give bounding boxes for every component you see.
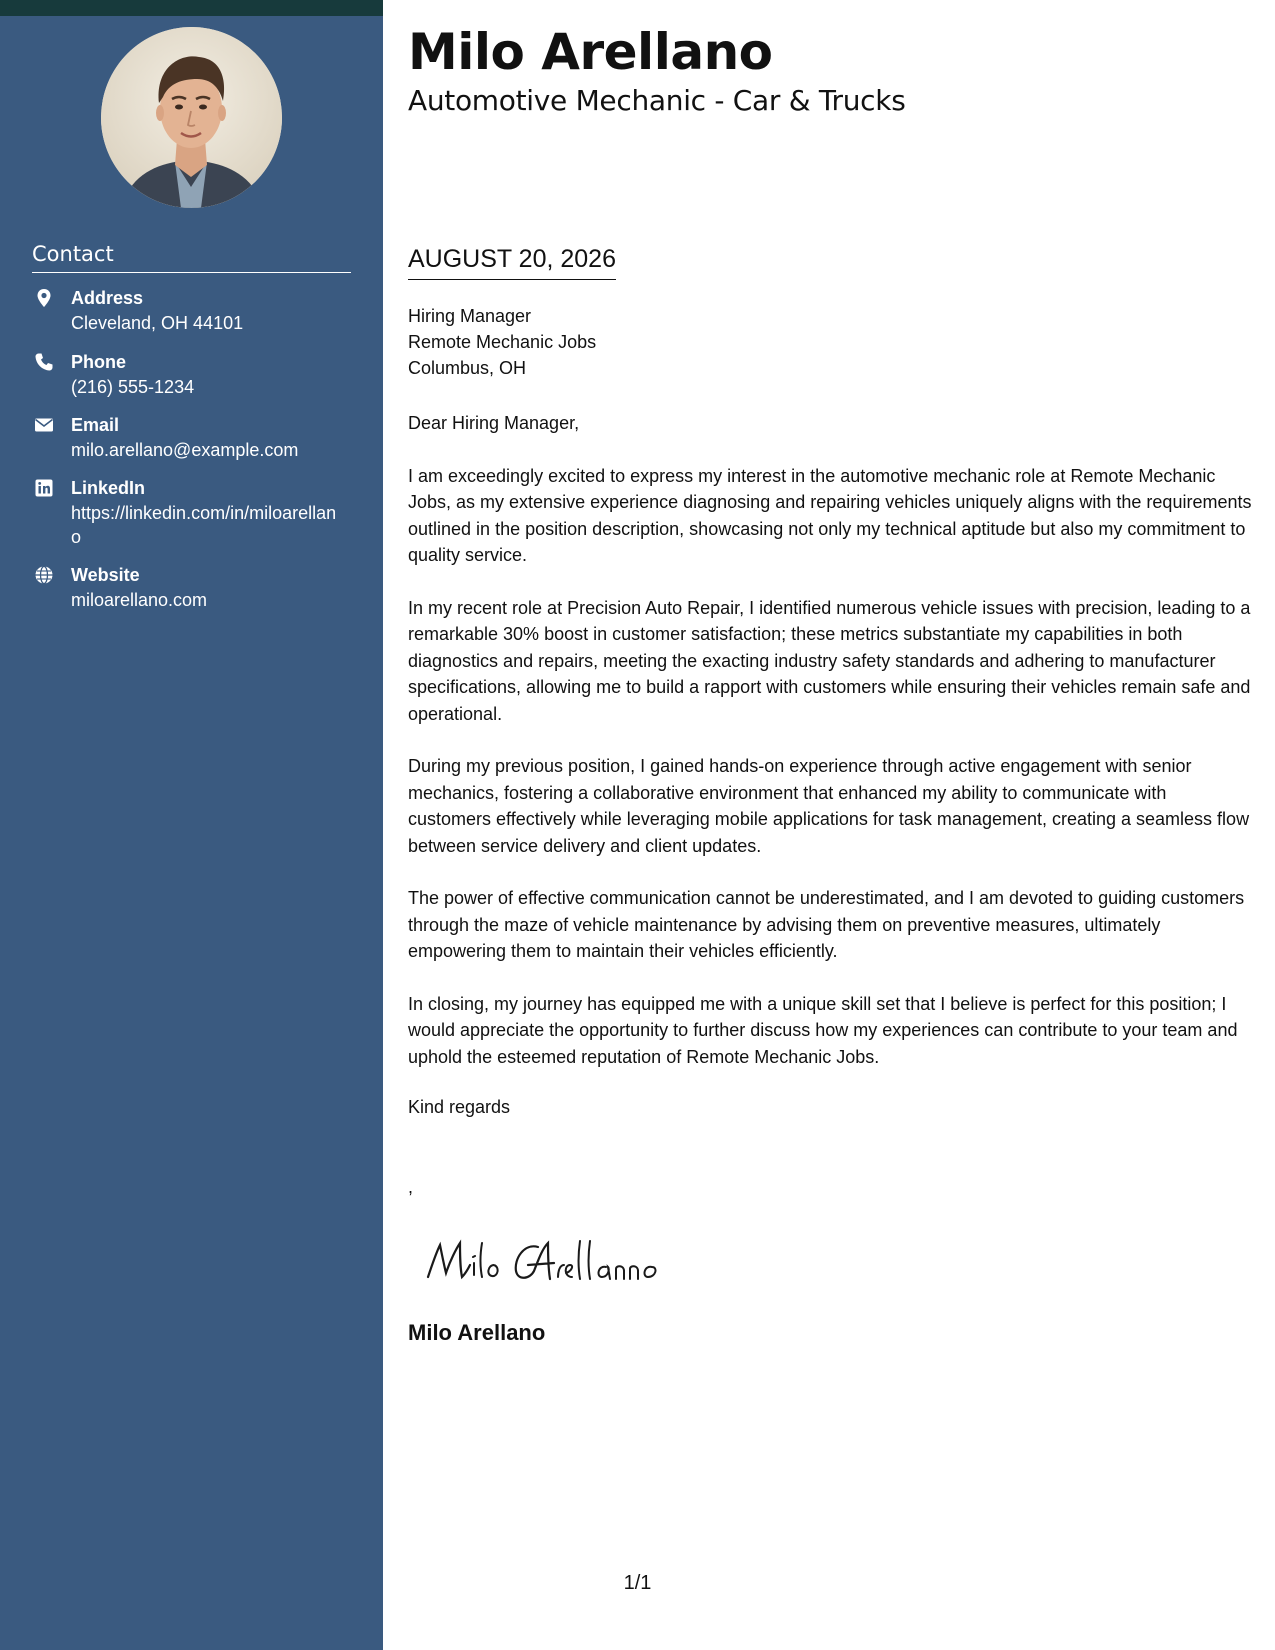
- letter-paragraph: In my recent role at Precision Auto Repair, I identified numerous vehicle issues with precision, leading to a remarkable 30% boost in customer satisfaction; these metrics substantiate my capabilities in both diagnostics and repairs, meeting the exacting industry safety standards and adhering to manufacturer specifications, allowing me to build a rapport with customers while ensuring their vehicles remain safe and operational.: [408, 597, 1251, 724]
- recipient-block: [408, 303, 596, 381]
- contact-value: Cleveland, OH 44101: [71, 313, 244, 333]
- contact-value: https://linkedin.com/in/miloarellano: [71, 503, 337, 547]
- page-number: 1/1: [623, 1572, 652, 1594]
- letter-date: AUGUST 20, 2026: [408, 243, 616, 280]
- letter-paragraph: The power of effective communication cannot be underestimated, and I am devoted to guiding customers through the maze of vehicle maintenance by advising them on preventive measures, ultimately empowering them to maintain their vehicles efficiently.: [408, 888, 1245, 961]
- letter-paragraph: In closing, my journey has equipped me with a unique skill set that I believe is perfect for this position; I would appreciate the opportunity to further discuss how my experiences can contribute to your team and uphold the esteemed reputation of Remote Mechanic Jobs.: [408, 993, 1238, 1067]
- sidebar: [0, 0, 383, 1650]
- envelope-icon: [34, 415, 54, 435]
- letter-paragraph: I am exceedingly excited to express my interest in the automotive mechanic role at Remote Mechanic Jobs, as my extensive experience diagnosing and repairing vehicles uniquely aligns with the requirements outlined in the position description, showcasing not only my technical aptitude but also my commitment to quality service.: [408, 465, 1252, 565]
- recipient-line: Remote Mechanic Jobs: [408, 332, 597, 352]
- map-pin-icon: [34, 288, 54, 308]
- recipient-line: Columbus, OH: [408, 358, 527, 378]
- globe-icon: [34, 565, 54, 585]
- contact-label: Phone: [71, 352, 127, 372]
- job-title: Automotive Mechanic - Car & Trucks: [408, 84, 906, 117]
- contact-label: LinkedIn: [71, 478, 146, 498]
- contact-title: Contact: [32, 240, 351, 273]
- contact-value: milo.arellano@example.com: [71, 440, 299, 460]
- page-title: Milo Arellano: [408, 23, 773, 81]
- letter-paragraph: During my previous position, I gained hands-on experience through active engagement with senior mechanics, fostering a collaborative environment that enhanced my ability to communicate with customers effectively while leveraging mobile applications for task management, creating a seamless flow between service delivery and client updates.: [408, 756, 1250, 856]
- letter-body: [408, 410, 1253, 1096]
- signed-name: Milo Arellano: [408, 1320, 546, 1345]
- linkedin-icon: [34, 478, 54, 498]
- sidebar-top-bar: [0, 0, 383, 16]
- signature: [420, 1225, 680, 1295]
- recipient-line: Hiring Manager: [408, 306, 532, 326]
- avatar: [101, 27, 282, 208]
- salutation: Dear Hiring Manager,: [408, 413, 580, 433]
- closing-comma: ,: [408, 1177, 414, 1197]
- contact-value: miloarellano.com: [71, 590, 208, 610]
- phone-icon: [34, 352, 54, 372]
- contact-value: (216) 555-1234: [71, 377, 195, 397]
- contact-label: Website: [71, 565, 140, 585]
- contact-label: Email: [71, 415, 120, 435]
- closing: Kind regards: [408, 1097, 511, 1117]
- contact-label: Address: [71, 288, 144, 308]
